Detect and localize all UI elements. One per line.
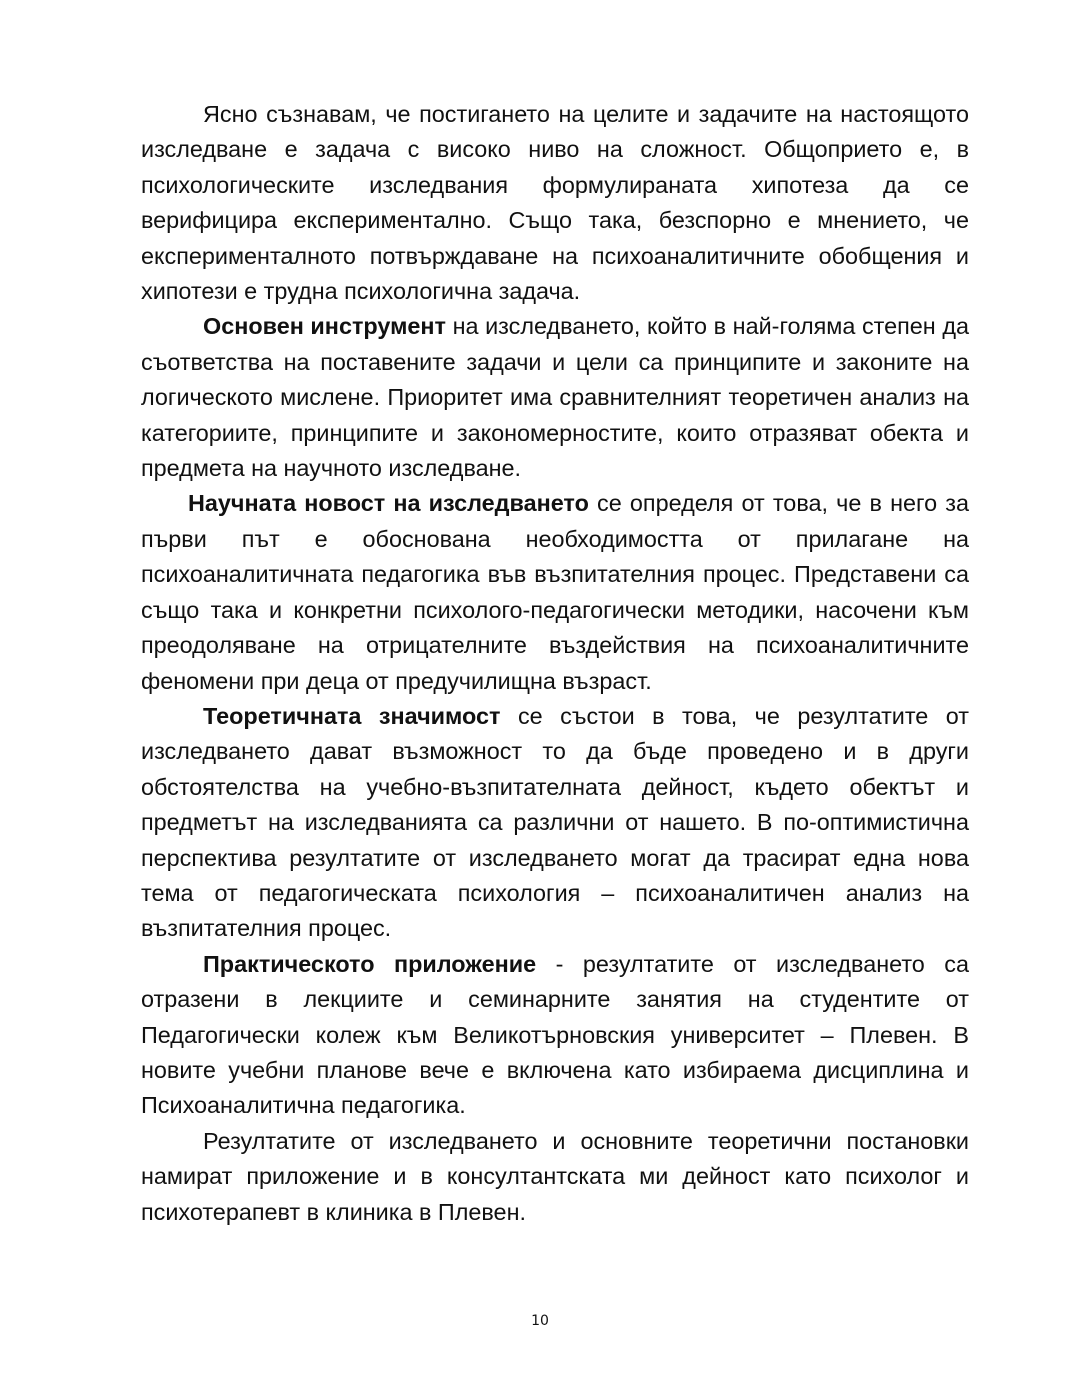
paragraph-heading: Теоретичната значимост — [203, 702, 501, 729]
paragraph-main-instrument — [141, 309, 969, 486]
paragraph-theoretical-significance — [141, 699, 969, 947]
paragraph-heading: Научната новост на изследването — [188, 490, 589, 517]
paragraph-complexity — [141, 97, 969, 309]
paragraph-heading: Основен инструмент — [203, 313, 446, 340]
page-number: 10 — [531, 1313, 549, 1329]
paragraph-text: Ясно съзнавам, че постигането на целите и задачите на настоящото изследване е задача с високо ниво на сложност. Общоприето е, в психологическите изследвания формулираната хипотеза да се верифицира експериментално. Също така, безспорно е мнението, че експерименталното потвърждаване на психоаналитичните обобщения и хипотези е трудна психологична задача. — [141, 101, 969, 305]
paragraph-practical-application — [141, 947, 969, 1124]
paragraph-text: се състои в това, че резултатите от изследването дават възможност то да бъде проведено и в други обстоятелства на учебно-възпитателната дейност, където обектът и предметът на изследванията са различни от нашето. В по-оптимистична перспектива резултатите от изследването могат да трасират една нова тема от педагогическата психология – психоаналитичен анализ на възпитателния процес. — [141, 702, 970, 942]
paragraph-heading: Практическото приложение — [203, 950, 537, 977]
paragraph-scientific-novelty — [141, 486, 969, 698]
paragraph-text: - резултатите от изследването са отразени в лекциите и семинарните занятия на студентите от Педагогически колеж към Великотърновския университет – Плевен. В новите учебни планове вече е включена като избираема дисциплина и Психоаналитична педагогика. — [141, 950, 969, 1119]
paragraph-consulting — [141, 1124, 969, 1230]
paragraph-text: на изследването, който в най-голяма степен да съответства на поставените задачи и цели са принципите и законите на логическото мислене. Приоритет има сравнителният теоретичен анализ на категориите, принципите и закономерностите, които отразяват обекта и предмета на научното изследване. — [141, 313, 969, 482]
paragraph-text: се определя от това, че в него за първи път е обоснована необходимостта от прилагане на психоаналитичната педагогика във възпитателния процес. Представени са също така и конкретни психолого-педагогически методики, насочени към преодоляване на отрицателните въздействия на психоаналитичните феномени при деца от предучилищна възраст. — [141, 490, 969, 694]
paragraph-text: Резултатите от изследването и основните теоретични постановки намират приложение и в консултантската ми дейност като психолог и психотерапевт в клиника в Плевен. — [141, 1127, 969, 1225]
body-text — [141, 97, 969, 1230]
